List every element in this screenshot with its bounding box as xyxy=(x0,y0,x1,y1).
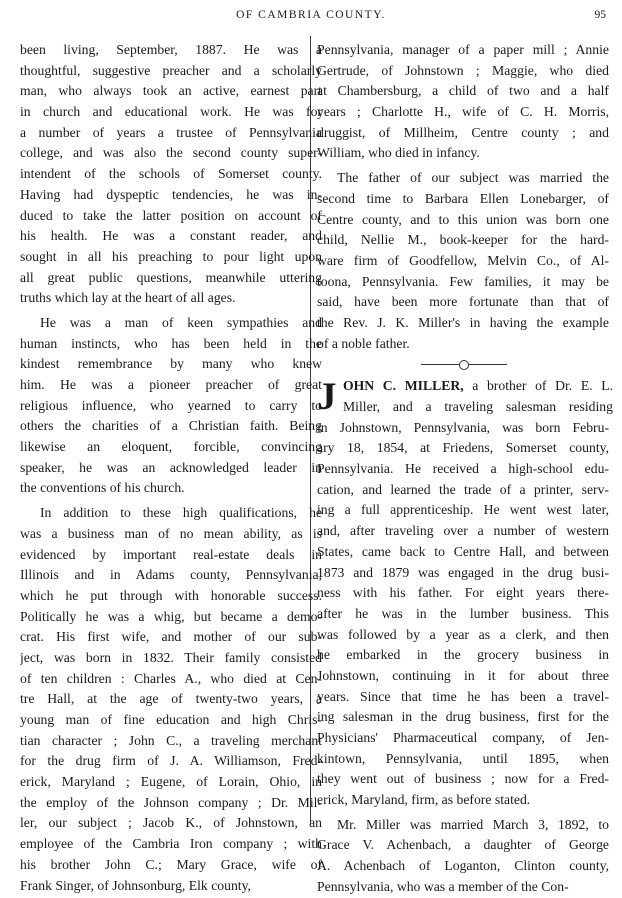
text-line: 1873 and 1879 was engaged in the drug busi- xyxy=(317,564,609,580)
text-line: his brother John C.; Mary Grace, wife of xyxy=(20,856,322,872)
text-line: toona, Pennsylvania. Few families, it may be xyxy=(317,273,609,289)
text-line: thoughtful, suggestive preacher and a scholarly xyxy=(20,62,322,78)
text-line: Gertrude, of Johnstown ; Maggie, who died xyxy=(317,62,609,78)
text-line: evidenced by important real-estate deals in xyxy=(20,546,322,562)
text-line: in church and educational work. He was for xyxy=(20,104,322,120)
text-line: ject, was born in 1832. Their family consisted xyxy=(20,649,322,665)
text-line: was followed by a year as a clerk, and then xyxy=(317,626,609,642)
text-line: years ; Charlotte H., wife of C. H. Morris, xyxy=(317,104,609,120)
bio-first-line-text: a brother of Dr. E. L. xyxy=(463,378,613,394)
text-line: Frank Singer, of Johnsonburg, Elk county, xyxy=(20,877,251,893)
right-column xyxy=(317,40,613,898)
text-line: erick, Maryland ; Eugene, of Lorain, Ohio, in xyxy=(20,774,322,790)
text-line: at Chambersburg, a child of two and a half xyxy=(317,83,609,99)
ornament-dot xyxy=(459,360,469,370)
text-line: ing salesman in the drug business, first for the xyxy=(317,709,609,725)
text-line: Centre county, and to this union was born one xyxy=(317,211,609,227)
text-line: kintown, Pennsylvania, until 1895, when xyxy=(317,750,609,766)
text-line: of ten children : Charles A., who died at Cen- xyxy=(20,670,322,686)
text-line: erick, Maryland, firm, as before stated. xyxy=(317,792,531,808)
text-line: speaker, he was an acknowledged leader in xyxy=(20,459,322,475)
text-line: him. He was a pioneer preacher of great xyxy=(20,377,322,392)
bio-name: OHN C. MILLER, xyxy=(343,378,464,394)
right-column-top-text xyxy=(317,40,613,354)
text-line: A. Achenbach of Loganton, Clinton county, xyxy=(317,858,609,874)
text-line: the conventions of his church. xyxy=(20,480,185,496)
text-line: Having had dyspeptic tendencies, he was in- xyxy=(20,186,322,202)
text-line: Physicians' Pharmaceutical company, of Jen- xyxy=(317,730,609,745)
right-column-biography-text xyxy=(317,418,613,898)
text-line: ary 18, 1854, at Friedens, Somerset county, xyxy=(317,440,609,456)
text-line: Johnstown, continuing in it for about three xyxy=(317,667,609,683)
text-line: William, who died in infancy. xyxy=(317,145,480,161)
section-ornament xyxy=(317,354,613,376)
text-line: was a business man of no mean ability, as is xyxy=(20,525,322,541)
text-line: truths which lay at the heart of all ages. xyxy=(20,290,236,306)
left-column xyxy=(0,40,326,896)
page-header xyxy=(0,8,622,26)
text-line: duced to take the latter position on account of xyxy=(20,207,322,223)
text-line: employee of the Cambria Iron company ; with xyxy=(20,836,322,852)
text-line: others the charities of a Christian faith. Being xyxy=(20,418,322,434)
text-line: Politically he was a whig, but became a demo- xyxy=(20,608,322,624)
text-line: said, have been more fortunate than that of xyxy=(317,294,609,310)
text-line: intendent of the schools of Somerset county. xyxy=(20,166,322,182)
text-line: for the drug firm of J. A. Williamson, Fred- xyxy=(20,753,322,769)
drop-cap: J xyxy=(317,375,337,419)
text-line: of a noble father. xyxy=(317,335,410,351)
text-line: ness with his father. For eight years there- xyxy=(317,585,609,601)
text-line: kindest remembrance by many who knew xyxy=(20,356,322,372)
text-line: the Rev. J. K. Miller's in having the example xyxy=(317,314,609,330)
text-line: In addition to these high qualifications, he xyxy=(40,505,322,521)
text-line: he embarked in the grocery business in xyxy=(317,647,609,663)
text-line: the employ of the Johnson company ; Dr. Mil- xyxy=(20,794,322,810)
text-line: He was a man of keen sympathies and xyxy=(40,314,322,330)
text-line: likewise an eloquent, forcible, convincing xyxy=(20,439,322,455)
text-line: The father of our subject was married the xyxy=(337,170,609,186)
text-line: tian character ; John C., a traveling merchant xyxy=(20,732,322,748)
text-line: human instincts, who has been held in the xyxy=(20,335,322,351)
text-line: a number of years a trustee of Pennsylvania xyxy=(20,124,322,140)
text-line: Pennsylvania, manager of a paper mill ; Annie xyxy=(317,42,609,57)
running-title: OF CAMBRIA COUNTY. xyxy=(236,9,386,21)
biography-heading xyxy=(317,376,613,417)
text-line: college, and was also the second county super- xyxy=(20,145,322,161)
text-line: young man of fine education and high Chris- xyxy=(20,712,322,727)
text-line: tre Hall, at the age of twenty-two years, a xyxy=(20,691,322,707)
text-line: second time to Barbara Ellen Lonebarger, of xyxy=(317,190,609,206)
text-line: States, came back to Centre Hall, and between xyxy=(317,543,609,559)
text-line: religious influence, who yearned to carry to xyxy=(20,397,322,413)
text-line: man, who always took an active, earnest part xyxy=(20,83,322,99)
bio-second-line: Miller, and a traveling salesman residing xyxy=(343,399,613,414)
text-line: Pennsylvania, who was a member of the Con- xyxy=(317,878,569,894)
bio-first-line xyxy=(317,376,613,397)
text-line: crat. His first wife, and mother of our sub- xyxy=(20,629,322,645)
text-line: which he put through with honorable success. xyxy=(20,587,322,603)
text-line: his health. He was a constant reader, and xyxy=(20,228,322,244)
text-line: sought in all his preaching to pour light upon xyxy=(20,248,322,264)
text-line: all great public questions, meanwhile uttering xyxy=(20,269,322,285)
text-line: ware firm of Goodfellow, Melvin Co., of Al- xyxy=(317,252,609,268)
text-line: Mr. Miller was married March 3, 1892, to xyxy=(337,816,609,832)
text-line: been living, September, 1887. He was a xyxy=(20,42,322,57)
text-line: ing a full apprenticeship. He went west later, xyxy=(317,502,609,518)
text-line: and, after traveling over a number of western xyxy=(317,523,609,539)
text-line: Grace V. Achenbach, a daughter of George xyxy=(317,837,609,853)
text-line: druggist, of Millheim, Centre county ; and xyxy=(317,124,609,140)
text-line: Pennsylvania. He received a high-school edu- xyxy=(317,461,609,477)
text-line: after he was in the lumber business. This xyxy=(317,605,609,621)
page-number: 95 xyxy=(594,9,606,21)
text-line: in Johnstown, Pennsylvania, was born Febru- xyxy=(317,419,609,435)
text-line: years. Since that time he has been a travel- xyxy=(317,688,609,704)
text-line: they went out of business ; now for a Fred- xyxy=(317,771,609,787)
text-line: ler, our subject ; Jacob K., of Johnstown, an xyxy=(20,815,322,831)
text-line: cation, and learned the trade of a printer, serv- xyxy=(317,481,609,497)
text-line: child, Nellie M., book-keeper for the hard- xyxy=(317,232,609,248)
text-line: Illinois and in Adams county, Pennsylvania, xyxy=(20,567,322,583)
